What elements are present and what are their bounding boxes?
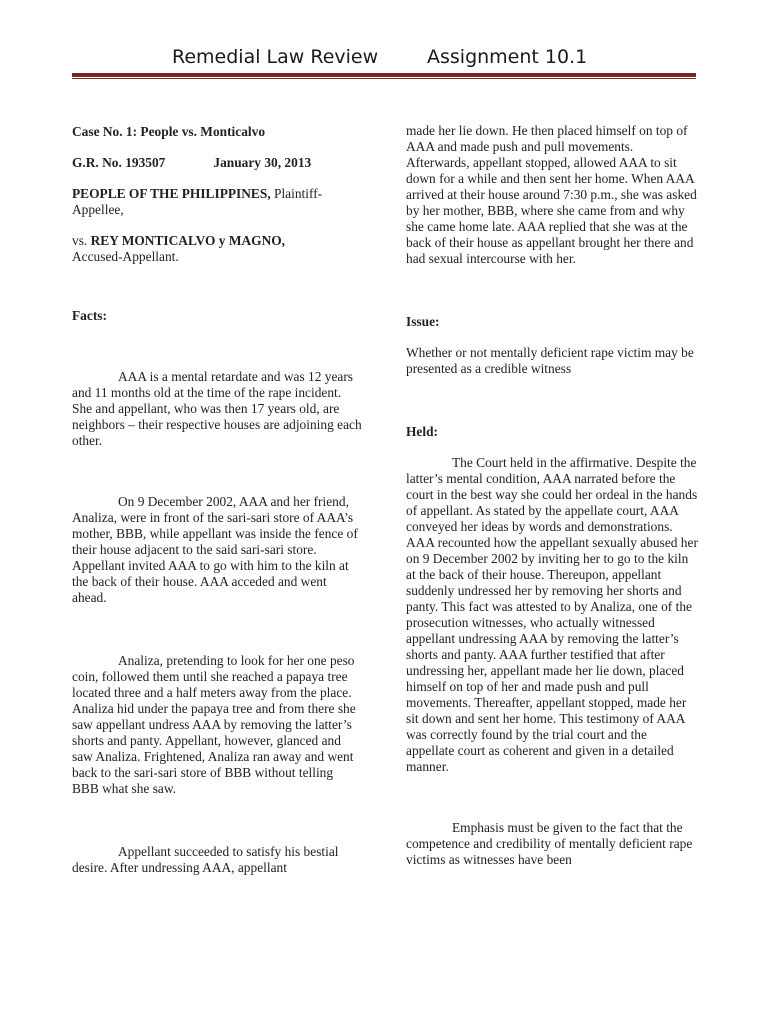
- plaintiff-name: PEOPLE OF THE PHILIPPINES,: [72, 186, 271, 201]
- left-column: [72, 124, 362, 876]
- issue-heading: Issue:: [406, 314, 440, 329]
- facts-paragraph-4-continued: made her lie down. He then placed himself on top of AAA and made push and pull movements. Afterwards, appellant stopped, allowed AAA to sit down for a while and then sent her home. When AAA arrived at their house around 7:30 p.m., she was asked by her mother, BBB, where she came from and why she came home late. AAA replied that she was at the back of their house as appellant brought her there and had sexual intercourse with her.: [406, 123, 697, 266]
- header-assignment: Assignment 10.1: [427, 46, 588, 68]
- held-text: The Court held in the affirmative. Despite the latter’s mental condition, AAA narrated before the court in the best way she could her ordeal in the hands of appellant. As stated by the appellate court, AAA conveyed her ideas by words and demonstrations. AAA recounted how the appellant sexually abused her on 9 December 2002 by inviting her to go to the kiln at the back of their house. Thereupon, appellant suddenly undressed her by removing her shorts and panty. This fact was attested to by Analiza, one of the prosecution witnesses, who actually witnessed appellant undressing AAA by removing the latter’s shorts and panty. AAA further testified that after undressing her, appellant made her lie down, placed himself on top of her and made push and pull movements. Thereafter, appellant stopped, made her sit down and sent her home. This testimony of AAA was correctly found by the trial court and the appellate court as coherent and given in a detailed manner.: [406, 455, 698, 774]
- facts-paragraph-3: Analiza, pretending to look for her one peso coin, followed them until she reached a papaya tree located three and a half meters away from the place. Analiza hid under the papaya tree and from there she saw appellant undress AAA by removing the latter’s shorts and panty. Appellant, however, glanced and saw Analiza. Frightened, Analiza ran away and went back to the sari-sari store of BBB without telling BBB what she saw.: [72, 653, 356, 796]
- case-number-line: [72, 155, 362, 171]
- facts-paragraph-2: On 9 December 2002, AAA and her friend, Analiza, were in front of the sari-sari store of AAA’s mother, BBB, while appellant was inside the fence of their house adjacent to the said sari-sari store. Appellant invited AAA to go with him to the kiln at the back of their house. AAA acceded and went ahead.: [72, 494, 358, 605]
- plaintiff-line: [72, 186, 362, 218]
- right-column: [406, 123, 698, 868]
- accused-name: REY MONTICALVO y MAGNO,: [90, 233, 286, 248]
- accused-line: [72, 233, 362, 249]
- facts-paragraph-1: AAA is a mental retardate and was 12 years and 11 months old at the time of the rape incident. She and appellant, who was then 17 years old, are neighbors – their respective houses are adjoining each other.: [72, 369, 362, 448]
- header-rule-thick: [72, 73, 696, 77]
- case-date: January 30, 2013: [213, 155, 312, 170]
- issue-text: Whether or not mentally deficient rape victim may be presented as a credible witness: [406, 345, 694, 376]
- facts-paragraph-4: Appellant succeeded to satisfy his bestial desire. After undressing AAA, appellant: [72, 844, 339, 875]
- facts-heading: Facts:: [72, 308, 107, 323]
- held-heading: Held:: [406, 424, 438, 439]
- header-title: Remedial Law Review: [172, 46, 379, 68]
- held-emphasis-paragraph: Emphasis must be given to the fact that the competence and credibility of mentally deficient rape victims as witnesses have been: [406, 820, 693, 867]
- accused-role: Accused-Appellant.: [72, 249, 179, 264]
- header-rule-thin: [72, 78, 696, 79]
- vs-prefix: vs.: [72, 233, 91, 248]
- plaintiff-role: Plaintiff-Appellee,: [72, 186, 323, 217]
- case-label: Case No. 1: People vs. Monticalvo: [72, 124, 266, 139]
- page-header: [72, 44, 696, 76]
- gr-number: G.R. No. 193507: [72, 155, 166, 170]
